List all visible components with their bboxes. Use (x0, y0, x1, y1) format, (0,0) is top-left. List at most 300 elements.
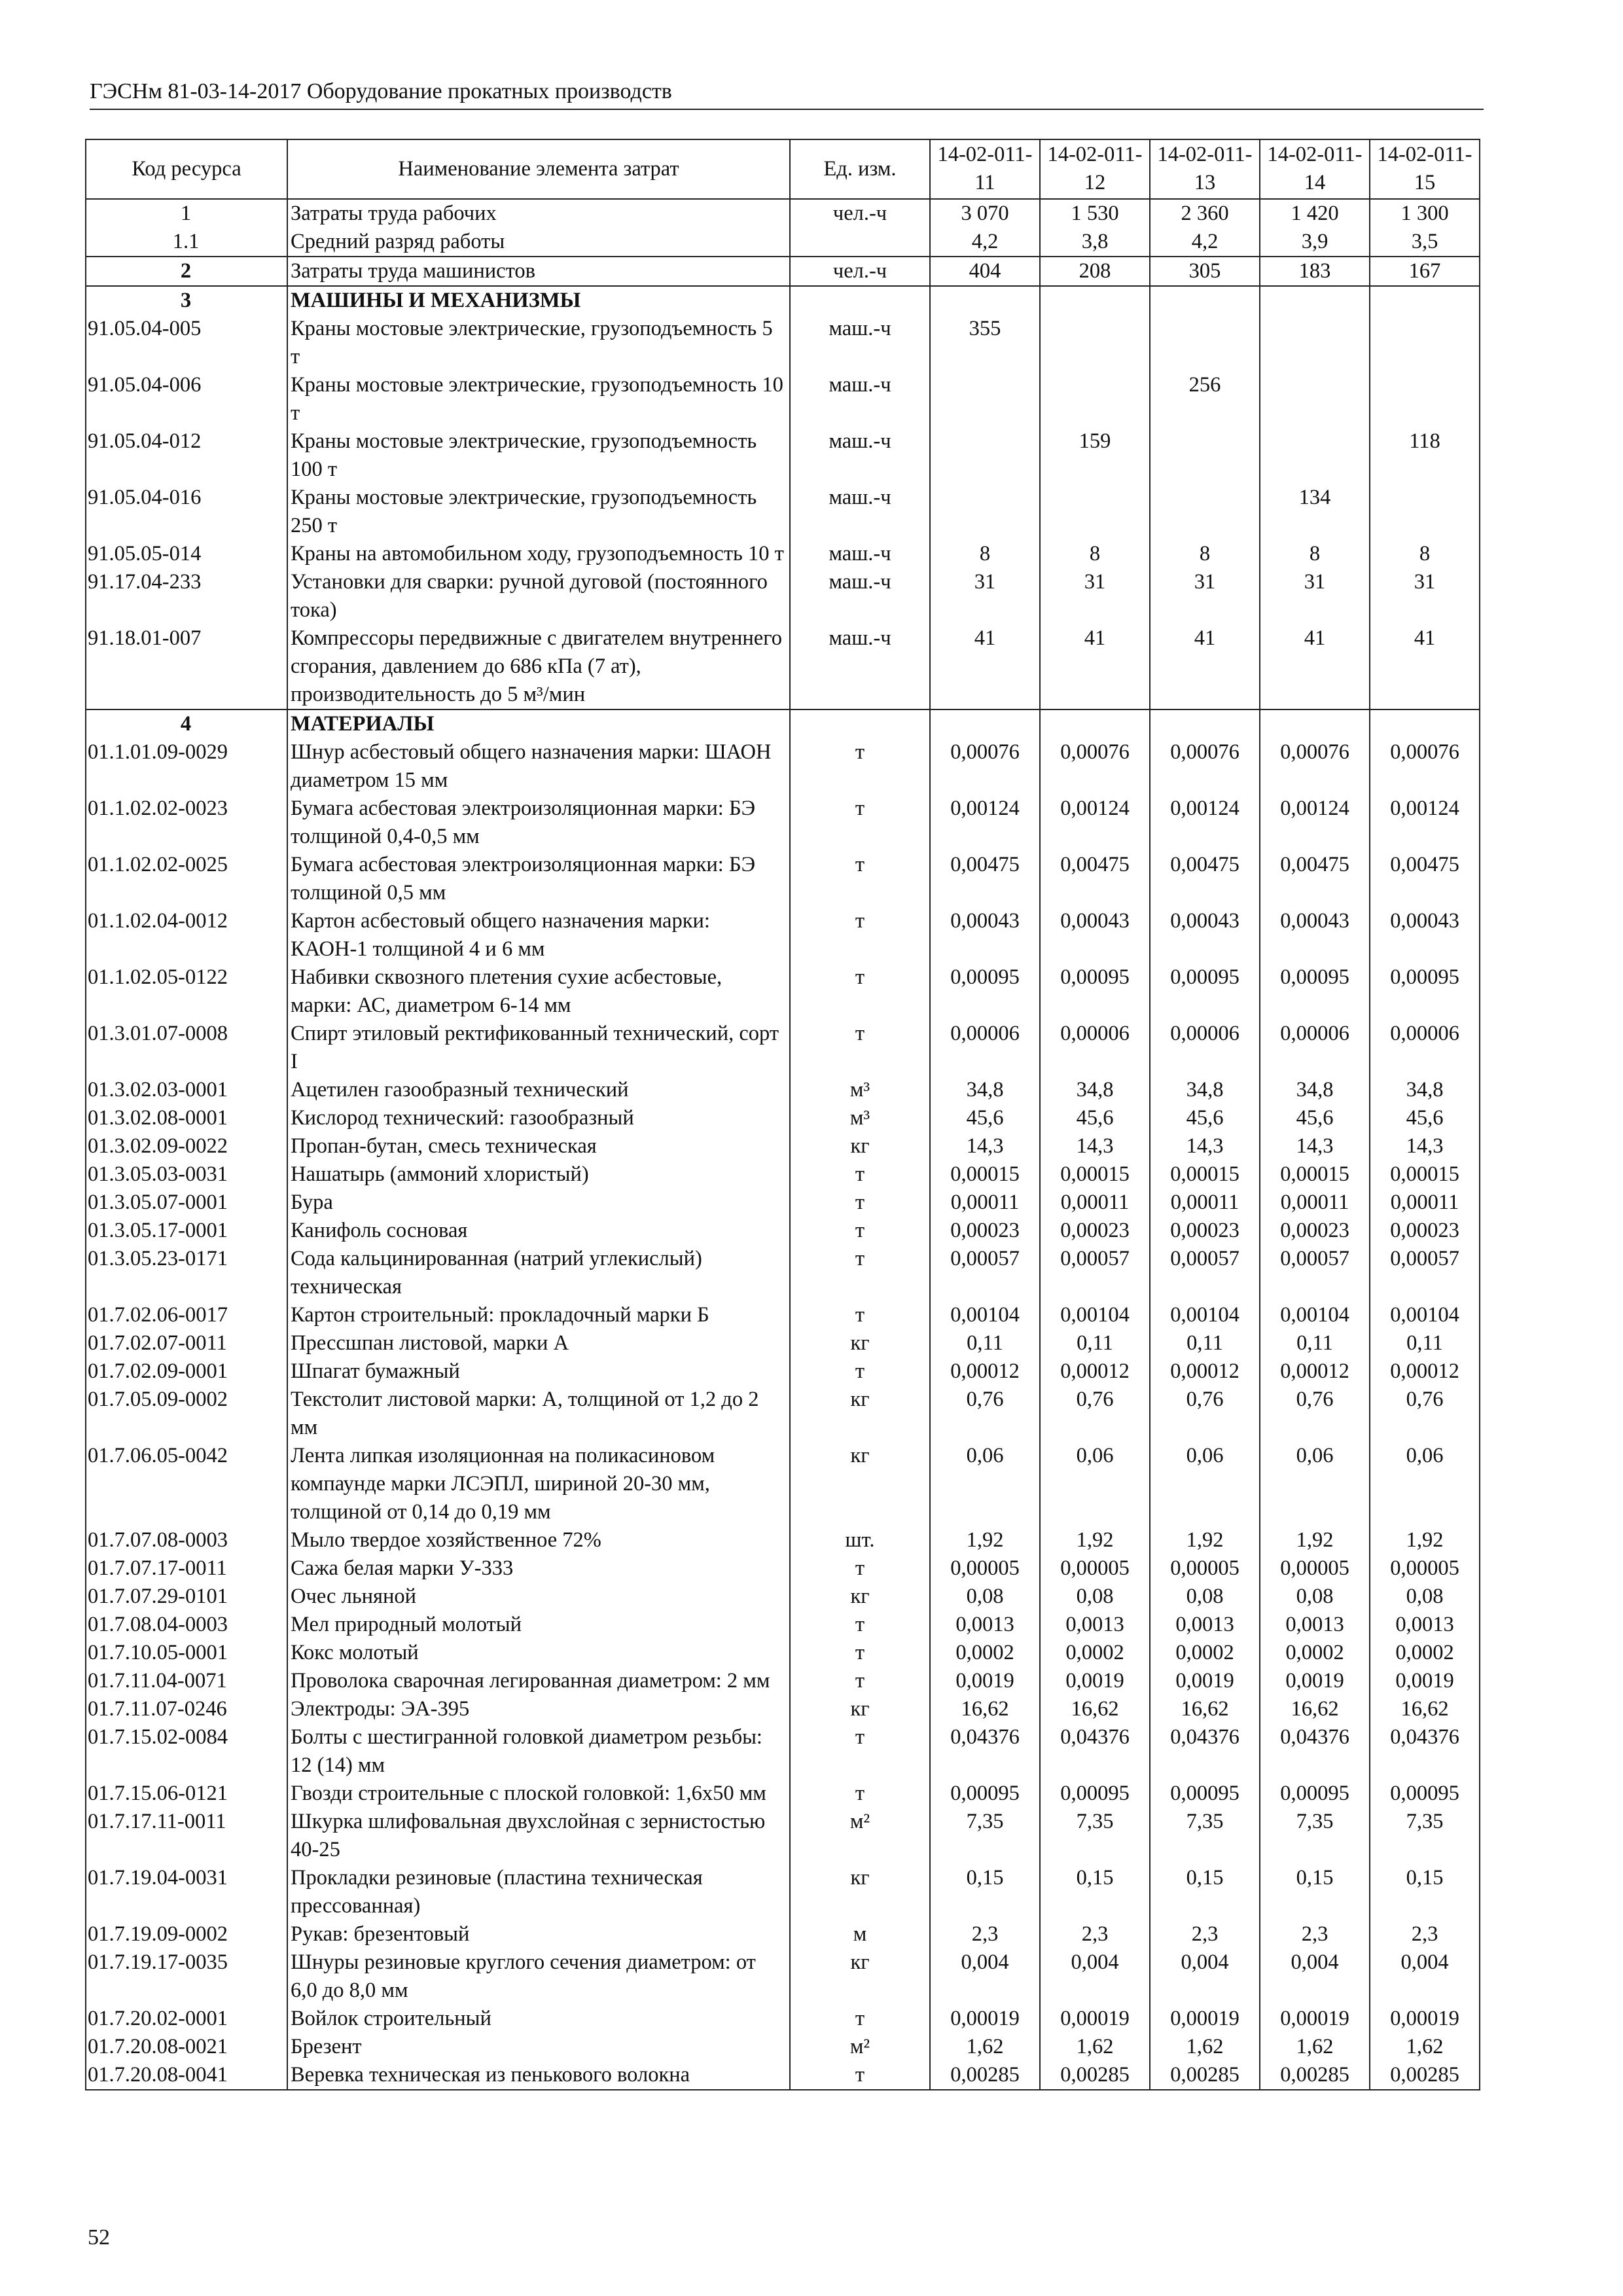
resource-code-cell: 01.7.19.04-0031 (86, 1864, 287, 1920)
value-cell: 0,11 (930, 1329, 1040, 1357)
table-row (86, 709, 1480, 738)
resource-code-cell: 91.05.05-014 (86, 540, 287, 568)
resource-code-cell: 01.1.02.04-0012 (86, 907, 287, 963)
resource-code-cell: 01.7.06.05-0042 (86, 1442, 287, 1526)
column-header-v2: 14-02-011-12 (1040, 139, 1150, 199)
table-row (86, 1667, 1480, 1695)
resource-name-cell: МАТЕРИАЛЫ (287, 709, 790, 738)
resource-code-cell: 01.7.02.06-0017 (86, 1301, 287, 1329)
resource-code-cell: 91.05.04-005 (86, 315, 287, 371)
value-cell: 0,00023 (1370, 1217, 1480, 1245)
unit-cell: кг (790, 1442, 930, 1526)
value-cell: 0,00006 (1150, 1020, 1260, 1076)
table-row (86, 1104, 1480, 1132)
value-cell: 1,92 (1260, 1526, 1370, 1554)
value-cell: 0,00019 (1260, 2005, 1370, 2033)
value-cell: 0,00095 (1150, 1780, 1260, 1808)
unit-cell: маш.-ч (790, 427, 930, 484)
value-cell: 0,06 (1260, 1442, 1370, 1526)
resource-name-cell: Гвозди строительные с плоской головкой: 1,6x50 мм (287, 1780, 790, 1808)
value-cell: 0,00043 (1260, 907, 1370, 963)
value-cell: 34,8 (1150, 1076, 1260, 1104)
value-cell (1040, 315, 1150, 371)
table-row (86, 257, 1480, 286)
column-header-v5: 14-02-011-15 (1370, 139, 1480, 199)
value-cell: 0,00076 (1150, 738, 1260, 795)
table-row (86, 1526, 1480, 1554)
resource-code-cell: 01.7.07.29-0101 (86, 1583, 287, 1611)
unit-cell: т (790, 1217, 930, 1245)
value-cell: 0,00057 (1370, 1245, 1480, 1301)
resource-name-cell: Мел природный молотый (287, 1611, 790, 1639)
value-cell: 7,35 (930, 1808, 1040, 1864)
resource-code-cell: 01.7.15.06-0121 (86, 1780, 287, 1808)
value-cell: 0,00023 (930, 1217, 1040, 1245)
unit-cell: маш.-ч (790, 624, 930, 709)
table-row (86, 228, 1480, 257)
value-cell: 0,00076 (930, 738, 1040, 795)
unit-cell: кг (790, 1864, 930, 1920)
unit-cell: кг (790, 1386, 930, 1442)
value-cell: 183 (1260, 257, 1370, 286)
value-cell: 0,0002 (1150, 1639, 1260, 1667)
table-row (86, 371, 1480, 427)
value-cell (1150, 315, 1260, 371)
value-cell: 2,3 (930, 1920, 1040, 1948)
value-cell: 0,00095 (1150, 963, 1260, 1020)
value-cell: 34,8 (930, 1076, 1040, 1104)
resource-code-cell: 91.05.04-012 (86, 427, 287, 484)
value-cell: 1,62 (930, 2033, 1040, 2061)
value-cell: 0,0013 (1150, 1611, 1260, 1639)
unit-cell: т (790, 1639, 930, 1667)
table-row (86, 199, 1480, 228)
unit-cell: т (790, 907, 930, 963)
value-cell (1040, 371, 1150, 427)
value-cell: 8 (1150, 540, 1260, 568)
table-row (86, 286, 1480, 315)
unit-cell: т (790, 963, 930, 1020)
value-cell: 0,00015 (1260, 1160, 1370, 1189)
resource-code-cell: 01.7.08.04-0003 (86, 1611, 287, 1639)
value-cell: 1,62 (1260, 2033, 1370, 2061)
value-cell: 0,0019 (1370, 1667, 1480, 1695)
document-header: ГЭСНм 81-03-14-2017 Оборудование прокатных производств (90, 77, 1484, 110)
value-cell: 0,00005 (1260, 1554, 1370, 1583)
resource-name-cell: Спирт этиловый ректификованный технический, сорт I (287, 1020, 790, 1076)
value-cell: 0,00095 (1260, 1780, 1370, 1808)
value-cell: 0,76 (930, 1386, 1040, 1442)
value-cell: 0,00005 (1040, 1554, 1150, 1583)
value-cell: 0,00104 (1260, 1301, 1370, 1329)
value-cell: 0,00475 (930, 851, 1040, 907)
resource-code-cell: 01.1.02.05-0122 (86, 963, 287, 1020)
value-cell: 134 (1260, 484, 1370, 540)
unit-cell (790, 709, 930, 738)
table-row (86, 427, 1480, 484)
unit-cell (790, 228, 930, 257)
unit-cell: т (790, 1189, 930, 1217)
value-cell: 1 300 (1370, 199, 1480, 228)
value-cell: 16,62 (1040, 1695, 1150, 1723)
unit-cell: м² (790, 2033, 930, 2061)
value-cell: 0,00011 (1370, 1189, 1480, 1217)
table-row (86, 1245, 1480, 1301)
value-cell: 0,04376 (1150, 1723, 1260, 1780)
resource-name-cell: Текстолит листовой марки: А, толщиной от 1,2 до 2 мм (287, 1386, 790, 1442)
unit-cell: т (790, 1301, 930, 1329)
resource-name-cell: Краны на автомобильном ходу, грузоподъемность 10 т (287, 540, 790, 568)
resource-code-cell: 01.3.05.17-0001 (86, 1217, 287, 1245)
value-cell (1040, 709, 1150, 738)
resource-name-cell: Болты с шестигранной головкой диаметром резьбы: 12 (14) мм (287, 1723, 790, 1780)
unit-cell: м (790, 1920, 930, 1948)
unit-cell: т (790, 851, 930, 907)
value-cell: 14,3 (930, 1132, 1040, 1160)
value-cell: 0,00015 (1150, 1160, 1260, 1189)
resource-code-cell: 01.7.02.09-0001 (86, 1357, 287, 1386)
resource-code-cell: 01.7.05.09-0002 (86, 1386, 287, 1442)
value-cell: 0,00057 (1150, 1245, 1260, 1301)
value-cell: 0,00011 (1040, 1189, 1150, 1217)
column-header-v4: 14-02-011-14 (1260, 139, 1370, 199)
value-cell: 4,2 (930, 228, 1040, 257)
page-number: 52 (88, 2225, 110, 2250)
resource-name-cell: Рукав: брезентовый (287, 1920, 790, 1948)
value-cell: 0,00015 (1040, 1160, 1150, 1189)
value-cell: 0,004 (930, 1948, 1040, 2005)
value-cell: 14,3 (1370, 1132, 1480, 1160)
value-cell (930, 427, 1040, 484)
value-cell: 14,3 (1260, 1132, 1370, 1160)
value-cell: 0,00012 (1370, 1357, 1480, 1386)
value-cell: 0,0013 (1260, 1611, 1370, 1639)
value-cell (930, 286, 1040, 315)
value-cell: 0,04376 (930, 1723, 1040, 1780)
unit-cell: маш.-ч (790, 315, 930, 371)
unit-cell: т (790, 738, 930, 795)
value-cell: 0,00019 (1370, 2005, 1480, 2033)
value-cell: 0,08 (930, 1583, 1040, 1611)
value-cell (1150, 286, 1260, 315)
value-cell: 0,11 (1260, 1329, 1370, 1357)
resource-name-cell: Бумага асбестовая электроизоляционная марки: БЭ толщиной 0,4-0,5 мм (287, 795, 790, 851)
resource-code-cell: 3 (86, 286, 287, 315)
value-cell: 0,00005 (1150, 1554, 1260, 1583)
resource-name-cell: Сода кальцинированная (натрий углекислый) техническая (287, 1245, 790, 1301)
value-cell: 0,00285 (1260, 2061, 1370, 2090)
value-cell: 0,00475 (1370, 851, 1480, 907)
resource-code-cell: 01.3.05.03-0031 (86, 1160, 287, 1189)
unit-cell (790, 286, 930, 315)
resource-code-cell: 01.7.20.08-0021 (86, 2033, 287, 2061)
resource-name-cell: Краны мостовые электрические, грузоподъемность 10 т (287, 371, 790, 427)
value-cell: 0,00124 (930, 795, 1040, 851)
value-cell: 1,62 (1370, 2033, 1480, 2061)
resource-name-cell: МАШИНЫ И МЕХАНИЗМЫ (287, 286, 790, 315)
value-cell: 1 420 (1260, 199, 1370, 228)
value-cell: 7,35 (1260, 1808, 1370, 1864)
value-cell: 0,00011 (1260, 1189, 1370, 1217)
table-row (86, 1554, 1480, 1583)
resource-code-cell: 1.1 (86, 228, 287, 257)
table-row (86, 1611, 1480, 1639)
resource-name-cell: Краны мостовые электрические, грузоподъемность 5 т (287, 315, 790, 371)
resource-name-cell: Шнур асбестовый общего назначения марки: ШАОН диаметром 15 мм (287, 738, 790, 795)
value-cell: 118 (1370, 427, 1480, 484)
unit-cell: т (790, 795, 930, 851)
value-cell: 1,62 (1150, 2033, 1260, 2061)
unit-cell: т (790, 1160, 930, 1189)
resource-code-cell: 91.17.04-233 (86, 568, 287, 624)
unit-cell: т (790, 1611, 930, 1639)
value-cell: 8 (1040, 540, 1150, 568)
value-cell: 7,35 (1150, 1808, 1260, 1864)
value-cell: 8 (1260, 540, 1370, 568)
resource-code-cell: 01.7.19.17-0035 (86, 1948, 287, 2005)
resource-name-cell: Кокс молотый (287, 1639, 790, 1667)
value-cell: 0,08 (1260, 1583, 1370, 1611)
value-cell: 0,76 (1040, 1386, 1150, 1442)
value-cell: 0,00015 (930, 1160, 1040, 1189)
value-cell (1260, 709, 1370, 738)
value-cell: 16,62 (1150, 1695, 1260, 1723)
resource-code-cell: 1 (86, 199, 287, 228)
value-cell: 0,15 (930, 1864, 1040, 1920)
resource-name-cell: Установки для сварки: ручной дуговой (постоянного тока) (287, 568, 790, 624)
value-cell: 1 530 (1040, 199, 1150, 228)
unit-cell: чел.-ч (790, 199, 930, 228)
resource-name-cell: Брезент (287, 2033, 790, 2061)
value-cell: 45,6 (1370, 1104, 1480, 1132)
resource-code-cell: 91.05.04-006 (86, 371, 287, 427)
value-cell (1260, 286, 1370, 315)
table-row (86, 1442, 1480, 1526)
resource-code-cell: 01.3.02.09-0022 (86, 1132, 287, 1160)
value-cell: 8 (1370, 540, 1480, 568)
resource-code-cell: 01.1.01.09-0029 (86, 738, 287, 795)
value-cell: 0,06 (930, 1442, 1040, 1526)
value-cell: 3 070 (930, 199, 1040, 228)
table-row (86, 1076, 1480, 1104)
unit-cell: м² (790, 1808, 930, 1864)
value-cell (930, 484, 1040, 540)
resource-code-cell: 01.7.20.08-0041 (86, 2061, 287, 2090)
value-cell: 0,0002 (1040, 1639, 1150, 1667)
value-cell: 2,3 (1150, 1920, 1260, 1948)
value-cell: 0,00285 (1040, 2061, 1150, 2090)
resource-code-cell: 01.7.11.07-0246 (86, 1695, 287, 1723)
value-cell: 0,15 (1040, 1864, 1150, 1920)
resource-code-cell: 4 (86, 709, 287, 738)
unit-cell: т (790, 2005, 930, 2033)
value-cell: 1,92 (1040, 1526, 1150, 1554)
value-cell: 34,8 (1040, 1076, 1150, 1104)
value-cell: 0,00043 (1150, 907, 1260, 963)
resource-code-cell: 91.18.01-007 (86, 624, 287, 709)
unit-cell: т (790, 1780, 930, 1808)
resource-name-cell: Войлок строительный (287, 2005, 790, 2033)
value-cell: 0,76 (1150, 1386, 1260, 1442)
unit-cell: т (790, 1554, 930, 1583)
resource-name-cell: Мыло твердое хозяйственное 72% (287, 1526, 790, 1554)
value-cell: 0,00012 (930, 1357, 1040, 1386)
unit-cell: чел.-ч (790, 257, 930, 286)
resource-code-cell: 01.3.02.03-0001 (86, 1076, 287, 1104)
table-row (86, 1020, 1480, 1076)
value-cell: 0,00076 (1040, 738, 1150, 795)
value-cell: 0,00104 (1370, 1301, 1480, 1329)
table-row (86, 1357, 1480, 1386)
value-cell: 1,92 (930, 1526, 1040, 1554)
value-cell: 0,08 (1370, 1583, 1480, 1611)
value-cell: 2,3 (1040, 1920, 1150, 1948)
resource-name-cell: Затраты труда рабочих (287, 199, 790, 228)
value-cell: 0,00124 (1370, 795, 1480, 851)
resource-name-cell: Шпагат бумажный (287, 1357, 790, 1386)
resource-name-cell: Краны мостовые электрические, грузоподъемность 250 т (287, 484, 790, 540)
unit-cell: м³ (790, 1104, 930, 1132)
value-cell (1370, 484, 1480, 540)
value-cell: 0,04376 (1370, 1723, 1480, 1780)
value-cell: 208 (1040, 257, 1150, 286)
unit-cell: м³ (790, 1076, 930, 1104)
table-row (86, 484, 1480, 540)
value-cell: 0,00006 (1260, 1020, 1370, 1076)
value-cell: 0,00023 (1040, 1217, 1150, 1245)
value-cell (1150, 484, 1260, 540)
value-cell: 0,00006 (930, 1020, 1040, 1076)
table-row (86, 2005, 1480, 2033)
table-row (86, 1695, 1480, 1723)
resource-code-cell: 01.7.20.02-0001 (86, 2005, 287, 2033)
value-cell: 0,004 (1040, 1948, 1150, 2005)
value-cell: 41 (1150, 624, 1260, 709)
value-cell: 0,00023 (1150, 1217, 1260, 1245)
resource-name-cell: Пропан-бутан, смесь техническая (287, 1132, 790, 1160)
value-cell: 45,6 (930, 1104, 1040, 1132)
resource-name-cell: Проволока сварочная легированная диаметром: 2 мм (287, 1667, 790, 1695)
resource-name-cell: Очес льняной (287, 1583, 790, 1611)
table-row (86, 315, 1480, 371)
unit-cell: кг (790, 1329, 930, 1357)
value-cell: 45,6 (1260, 1104, 1370, 1132)
resource-code-cell: 01.7.19.09-0002 (86, 1920, 287, 1948)
table-row (86, 2061, 1480, 2090)
value-cell: 0,0013 (930, 1611, 1040, 1639)
unit-cell: шт. (790, 1526, 930, 1554)
value-cell: 41 (930, 624, 1040, 709)
value-cell: 0,04376 (1040, 1723, 1150, 1780)
value-cell: 0,00475 (1150, 851, 1260, 907)
unit-cell: маш.-ч (790, 568, 930, 624)
value-cell: 31 (930, 568, 1040, 624)
value-cell: 0,08 (1040, 1583, 1150, 1611)
resource-code-cell: 01.7.11.04-0071 (86, 1667, 287, 1695)
resource-code-cell: 01.7.17.11-0011 (86, 1808, 287, 1864)
table-row (86, 1808, 1480, 1864)
resource-name-cell: Шкурка шлифовальная двухслойная с зернистостью 40-25 (287, 1808, 790, 1864)
value-cell: 41 (1040, 624, 1150, 709)
value-cell: 0,0013 (1040, 1611, 1150, 1639)
unit-cell: кг (790, 1695, 930, 1723)
resource-code-cell: 01.3.02.08-0001 (86, 1104, 287, 1132)
value-cell: 41 (1370, 624, 1480, 709)
value-cell: 0,0013 (1370, 1611, 1480, 1639)
value-cell (1150, 427, 1260, 484)
unit-cell: кг (790, 1948, 930, 2005)
resource-name-cell: Набивки сквозного плетения сухие асбестовые, марки: АС, диаметром 6-14 мм (287, 963, 790, 1020)
value-cell: 34,8 (1370, 1076, 1480, 1104)
value-cell: 0,004 (1370, 1948, 1480, 2005)
value-cell: 1,92 (1150, 1526, 1260, 1554)
value-cell: 1,92 (1370, 1526, 1480, 1554)
value-cell: 0,00124 (1150, 795, 1260, 851)
value-cell: 7,35 (1370, 1808, 1480, 1864)
value-cell: 3,9 (1260, 228, 1370, 257)
value-cell: 0,76 (1370, 1386, 1480, 1442)
value-cell: 0,11 (1370, 1329, 1480, 1357)
value-cell: 0,00015 (1370, 1160, 1480, 1189)
value-cell: 0,00057 (1260, 1245, 1370, 1301)
value-cell: 0,76 (1260, 1386, 1370, 1442)
value-cell: 0,15 (1370, 1864, 1480, 1920)
value-cell: 45,6 (1150, 1104, 1260, 1132)
value-cell: 0,00019 (930, 2005, 1040, 2033)
value-cell: 0,00475 (1040, 851, 1150, 907)
value-cell: 0,00043 (1040, 907, 1150, 963)
table-row (86, 568, 1480, 624)
value-cell (1040, 484, 1150, 540)
value-cell (1370, 709, 1480, 738)
value-cell: 404 (930, 257, 1040, 286)
resource-code-cell: 91.05.04-016 (86, 484, 287, 540)
value-cell: 31 (1040, 568, 1150, 624)
resource-table (85, 139, 1480, 2090)
unit-cell: т (790, 1667, 930, 1695)
resource-name-cell: Веревка техническая из пенькового волокна (287, 2061, 790, 2090)
value-cell: 0,00095 (1370, 963, 1480, 1020)
value-cell: 0,00012 (1260, 1357, 1370, 1386)
value-cell: 16,62 (930, 1695, 1040, 1723)
unit-cell: т (790, 1723, 930, 1780)
value-cell: 4,2 (1150, 228, 1260, 257)
value-cell: 355 (930, 315, 1040, 371)
resource-code-cell: 01.7.15.02-0084 (86, 1723, 287, 1780)
table-row (86, 1160, 1480, 1189)
unit-cell: маш.-ч (790, 484, 930, 540)
value-cell: 0,00023 (1260, 1217, 1370, 1245)
value-cell (930, 371, 1040, 427)
value-cell: 0,004 (1260, 1948, 1370, 2005)
value-cell: 2,3 (1260, 1920, 1370, 1948)
unit-cell: т (790, 1245, 930, 1301)
value-cell (1370, 286, 1480, 315)
value-cell: 3,5 (1370, 228, 1480, 257)
value-cell: 41 (1260, 624, 1370, 709)
resource-name-cell: Сажа белая марки У-333 (287, 1554, 790, 1583)
value-cell: 0,08 (1150, 1583, 1260, 1611)
table-row (86, 1301, 1480, 1329)
value-cell: 0,00005 (930, 1554, 1040, 1583)
value-cell: 167 (1370, 257, 1480, 286)
value-cell: 159 (1040, 427, 1150, 484)
value-cell: 0,00043 (1370, 907, 1480, 963)
table-row (86, 1780, 1480, 1808)
table-row (86, 1132, 1480, 1160)
unit-cell: т (790, 1357, 930, 1386)
value-cell: 0,0002 (930, 1639, 1040, 1667)
